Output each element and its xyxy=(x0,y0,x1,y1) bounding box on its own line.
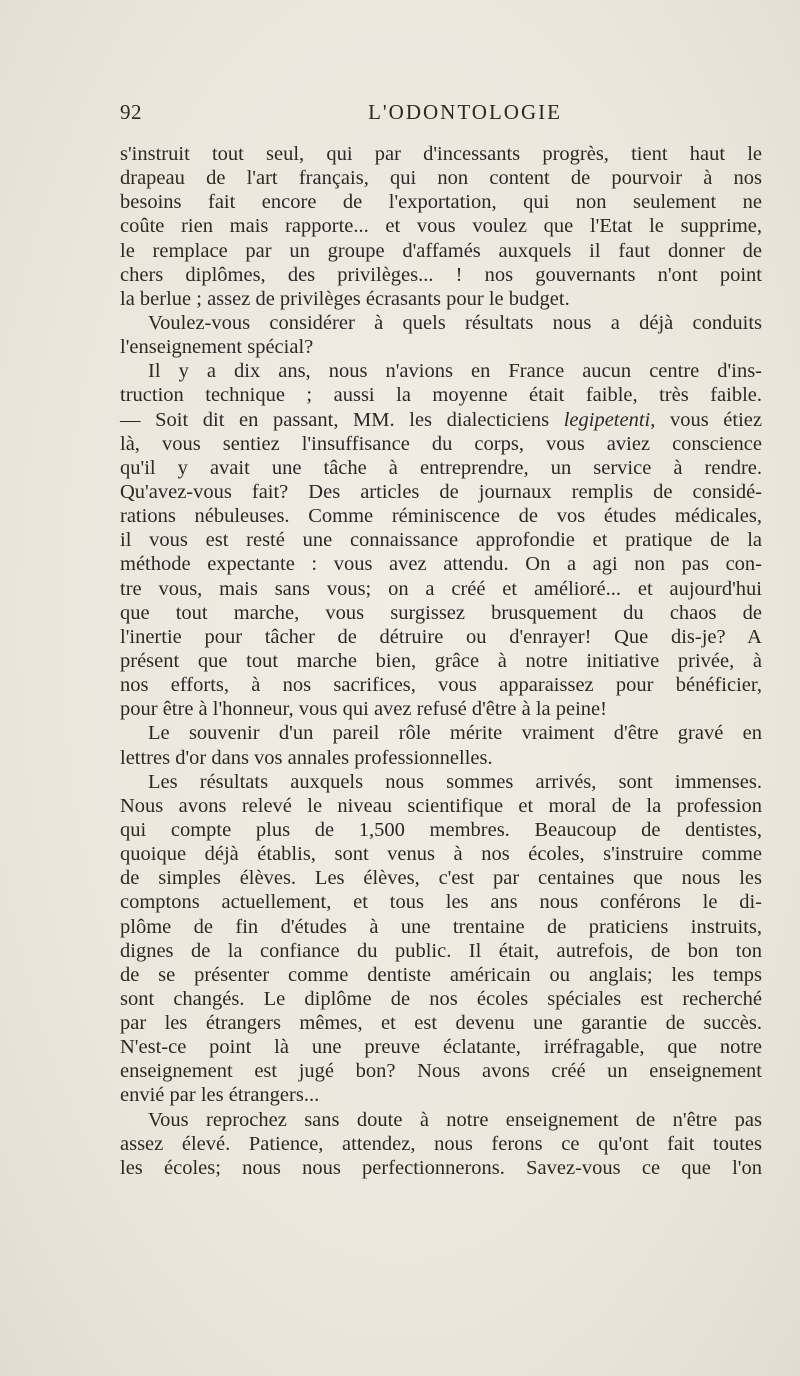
text-line: l'enseignement spécial? xyxy=(120,336,314,359)
text-line: la berlue ; assez de privilèges écrasants pour le budget. xyxy=(120,287,570,310)
text-line: Nous avons relevé le niveau scientifique et moral de la profession xyxy=(120,794,762,817)
text-line: Qu'avez-vous fait? Des articles de journaux remplis de considé- xyxy=(120,480,762,503)
page-number: 92 xyxy=(120,100,142,124)
text-line: coûte rien mais rapporte... et vous voulez que l'Etat le supprime, xyxy=(120,215,762,238)
text-line: de se présenter comme dentiste américain ou anglais; les temps xyxy=(120,963,762,986)
text-line: là, vous sentiez l'insuffisance du corps, vous aviez conscience xyxy=(120,432,762,455)
running-head xyxy=(120,100,762,130)
text-line: Le souvenir d'un pareil rôle mérite vraiment d'être gravé en xyxy=(148,722,762,745)
text-line: l'inertie pour tâcher de détruire ou d'enrayer! Que dis-je? A xyxy=(120,625,762,648)
text-line: dignes de la confiance du public. Il était, autrefois, de bon ton xyxy=(120,939,762,962)
text-line: le remplace par un groupe d'affamés auxquels il faut donner de xyxy=(120,239,762,262)
text-line: par les étrangers mêmes, et est devenu une garantie de succès. xyxy=(120,1012,762,1035)
text-line: les écoles; nous nous perfectionnerons. Savez-vous ce que l'on xyxy=(120,1156,762,1179)
text-line: chers diplômes, des privilèges... ! nos gouvernants n'ont point xyxy=(120,263,762,286)
text-line: Les résultats auxquels nous sommes arrivés, sont immenses. xyxy=(148,770,762,793)
text-line: besoins fait encore de l'exportation, qui non seulement ne xyxy=(120,191,762,214)
text-line: lettres d'or dans vos annales professionnelles. xyxy=(120,746,493,769)
text-line: drapeau de l'art français, qui non content de pourvoir à nos xyxy=(120,167,762,190)
text-line: présent que tout marche bien, grâce à notre initiative privée, à xyxy=(120,649,762,672)
text-line: Voulez-vous considérer à quels résultats nous a déjà conduits xyxy=(148,311,762,334)
text-line: N'est-ce point là une preuve éclatante, irréfragable, que notre xyxy=(120,1036,762,1059)
text-line: de simples élèves. Les élèves, c'est par centaines que nous les xyxy=(120,867,762,890)
text-line: envié par les étrangers... xyxy=(120,1084,320,1107)
italic-term: legipetenti xyxy=(563,408,651,431)
text-line: enseignement est jugé bon? Nous avons créé un enseignement xyxy=(120,1060,762,1083)
text-line: quoique déjà établis, sont venus à nos écoles, s'instruire comme xyxy=(120,843,762,866)
text-line: nos efforts, à nos sacrifices, vous apparaissez pour bénéficier, xyxy=(120,674,762,697)
text-line: méthode expectante : vous avez attendu. On a agi non pas con- xyxy=(120,553,762,576)
text-line: comptons actuellement, et tous les ans nous conférons le di- xyxy=(120,891,762,914)
running-title: L'ODONTOLOGIE xyxy=(368,100,562,124)
text-line: Vous reprochez sans doute à notre enseignement de n'être pas xyxy=(148,1108,762,1131)
text-line: Il y a dix ans, nous n'avions en France aucun centre d'ins- xyxy=(148,360,762,383)
body-text xyxy=(120,142,762,1180)
text-line: s'instruit tout seul, qui par d'incessants progrès, tient haut le xyxy=(120,143,762,165)
text-line: qui compte plus de 1,500 membres. Beaucoup de dentistes, xyxy=(120,818,762,841)
text-line: qu'il y avait une tâche à entreprendre, un service à rendre. xyxy=(120,456,762,479)
text-line: pour être à l'honneur, vous qui avez refusé d'être à la peine! xyxy=(120,698,607,721)
text-line: assez élevé. Patience, attendez, nous ferons ce qu'ont fait toutes xyxy=(120,1132,762,1155)
text-line: plôme de fin d'études à une trentaine de praticiens instruits, xyxy=(120,915,762,938)
text-line: tre vous, mais sans vous; on a créé et amélioré... et aujourd'hui xyxy=(120,577,762,600)
text-line: truction technique ; aussi la moyenne était faible, très faible. xyxy=(120,384,762,407)
text-line: sont changés. Le diplôme de nos écoles spéciales est recherché xyxy=(120,987,762,1010)
text-line: il vous est resté une connaissance approfondie et pratique de la xyxy=(120,529,762,552)
text-line: rations nébuleuses. Comme réminiscence de vos études médicales, xyxy=(120,505,762,528)
text-line: que tout marche, vous surgissez brusquement du chaos de xyxy=(120,601,762,624)
text-line: — Soit dit en passant, MM. les dialecticiens legipetenti, vous étiez xyxy=(120,408,762,431)
